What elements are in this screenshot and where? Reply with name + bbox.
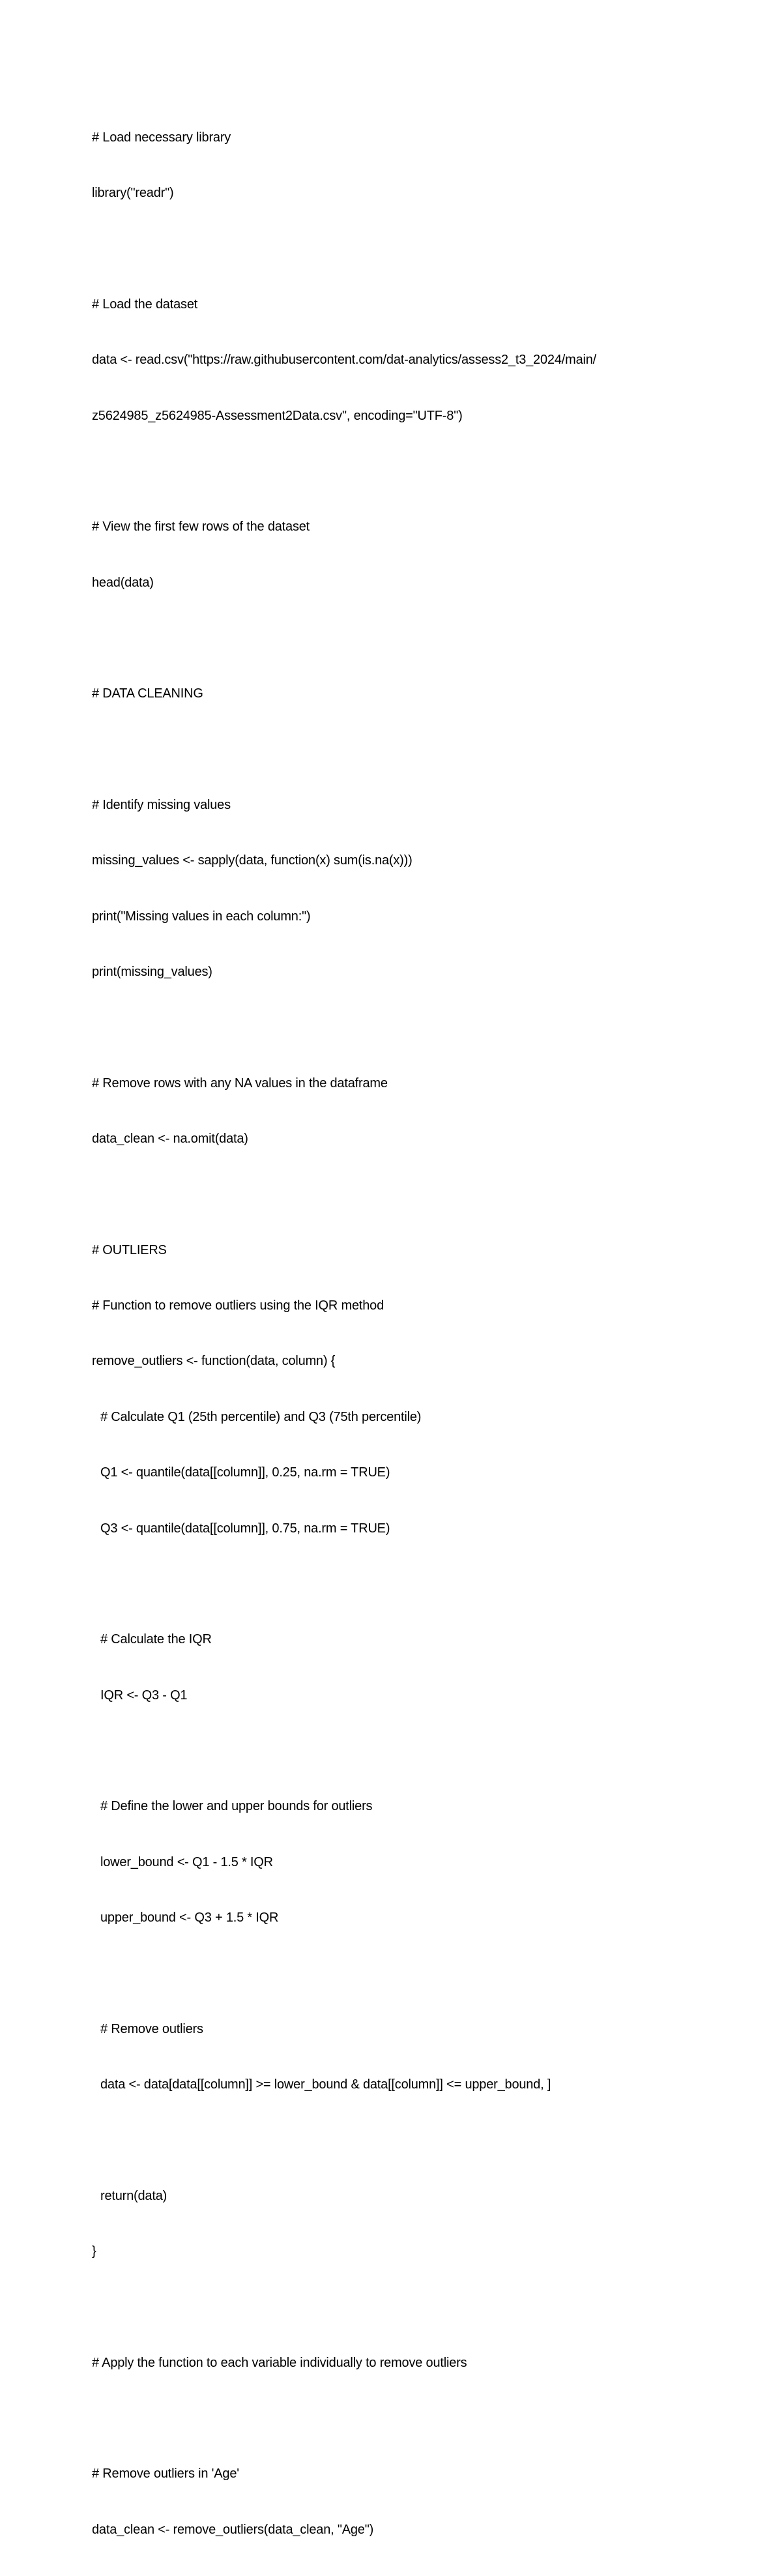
blank-line [92, 740, 744, 759]
code-line: data_clean <- remove_outliers(data_clean, "Age") [92, 2522, 374, 2537]
comment-line: # Load necessary library [92, 130, 231, 145]
section-comment: # DATA CLEANING [92, 686, 203, 701]
indented-comment-line: # Calculate the IQR [100, 1632, 212, 1647]
closing-brace-line: } [92, 2244, 96, 2259]
comment-line: # Remove rows with any NA values in the dataframe [92, 1076, 388, 1090]
section-comment: # OUTLIERS [92, 1242, 167, 1257]
code-line: missing_values <- sapply(data, function(x) sum(is.na(x))) [92, 853, 413, 868]
code-line: print("Missing values in each column:") [92, 909, 311, 924]
code-line: data <- read.csv("https://raw.githubusercontent.com/dat-analytics/assess2_t3_2024/main/ [92, 353, 597, 368]
indented-code-line: return(data) [100, 2188, 167, 2203]
code-line: z5624985_z5624985-Assessment2Data.csv", encoding="UTF-8") [92, 408, 463, 423]
indented-code-line: lower_bound <- Q1 - 1.5 * IQR [100, 1854, 273, 1869]
blank-line [92, 2409, 744, 2427]
comment-line: # Apply the function to each variable individually to remove outliers [92, 2355, 467, 2370]
indented-code-line: Q3 <- quantile(data[[column]], 0.75, na.rm = TRUE) [100, 1521, 390, 1536]
indented-code-line: Q1 <- quantile(data[[column]], 0.25, na.rm = TRUE) [100, 1465, 390, 1480]
function-definition-line: remove_outliers <- function(data, column) { [92, 1354, 336, 1369]
blank-line [92, 629, 744, 647]
r-code-block [92, 91, 744, 2576]
indented-comment-line: # Define the lower and upper bounds for outliers [100, 1799, 373, 1814]
blank-line [92, 1185, 744, 1203]
indented-code-line: data <- data[data[[column]] >= lower_bound & data[[column]] <= upper_bound, ] [100, 2077, 551, 2092]
blank-line [92, 1575, 744, 1593]
blank-line [92, 2131, 744, 2149]
comment-line: # Remove outliers in 'Age' [92, 2466, 239, 2481]
blank-line [92, 1742, 744, 1760]
blank-line [92, 2298, 744, 2316]
code-line: data_clean <- na.omit(data) [92, 1132, 248, 1147]
comment-line: # Function to remove outliers using the IQR method [92, 1298, 384, 1313]
code-line: library("readr") [92, 186, 174, 201]
blank-line [92, 462, 744, 480]
code-line: print(missing_values) [92, 965, 212, 980]
comment-line: # View the first few rows of the dataset [92, 520, 310, 534]
code-line: head(data) [92, 575, 154, 590]
comment-line: # Identify missing values [92, 798, 231, 813]
indented-code-line: upper_bound <- Q3 + 1.5 * IQR [100, 1910, 279, 1925]
comment-line: # Load the dataset [92, 297, 198, 312]
indented-comment-line: # Remove outliers [100, 2021, 203, 2036]
blank-line [92, 1964, 744, 1982]
blank-line [92, 1018, 744, 1036]
blank-line [92, 240, 744, 258]
indented-code-line: IQR <- Q3 - Q1 [100, 1688, 188, 1703]
indented-comment-line: # Calculate Q1 (25th percentile) and Q3 (75th percentile) [100, 1409, 422, 1424]
